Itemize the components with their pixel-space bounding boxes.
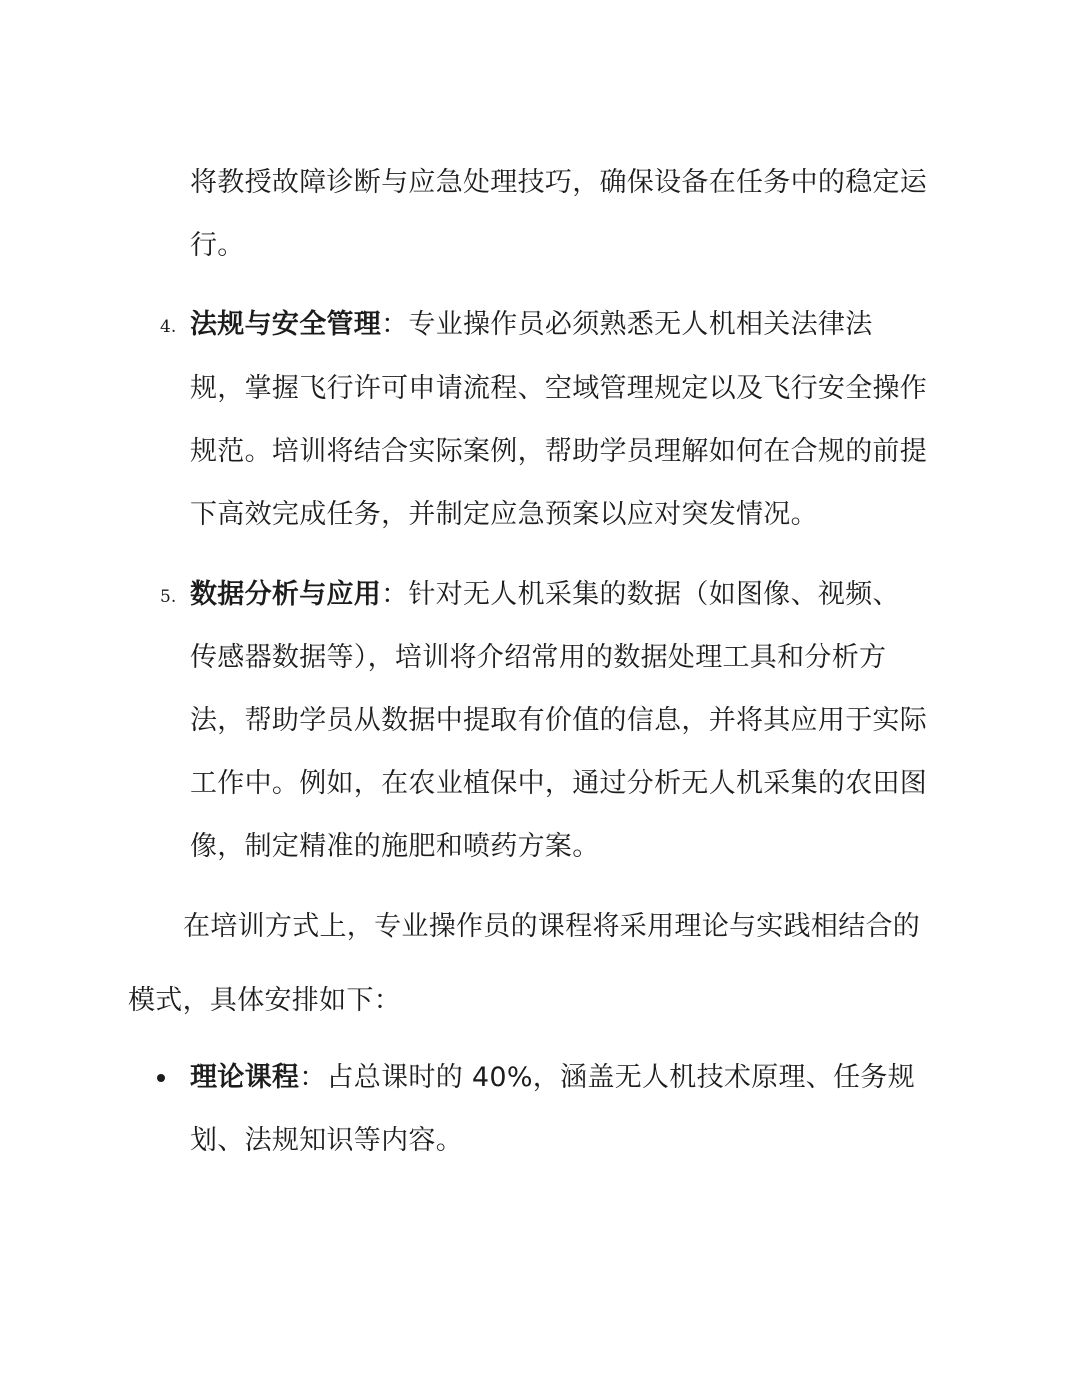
bullet-item-title: 理论课程 xyxy=(190,1062,300,1093)
list-item-4-line-4: 下高效完成任务，并制定应急预案以应对突发情况。 xyxy=(190,499,818,530)
list-item-5-title: 数据分析与应用 xyxy=(190,579,382,610)
list-item-5-text-1: ：针对无人机采集的数据（如图像、视频、 xyxy=(381,579,900,610)
list-item-5-line-1 xyxy=(190,575,900,615)
list-item-5-line-3: 法，帮助学员从数据中提取有价值的信息，并将其应用于实际 xyxy=(190,705,928,736)
list-item-4-line-2: 规，掌握飞行许可申请流程、空域管理规定以及飞行安全操作 xyxy=(190,373,928,404)
continuation-line-1: 将教授故障诊断与应急处理技巧，确保设备在任务中的稳定运 xyxy=(190,167,928,198)
list-number-5: 5. xyxy=(160,587,177,607)
list-item-4-text-1: ：专业操作员必须熟悉无人机相关法律法 xyxy=(381,309,873,340)
list-item-4-line-3: 规范。培训将结合实际案例，帮助学员理解如何在合规的前提 xyxy=(190,436,928,467)
continuation-line-2: 行。 xyxy=(190,230,245,261)
bullet-item-line-1 xyxy=(190,1058,915,1098)
bullet-item-line-2: 划、法规知识等内容。 xyxy=(190,1125,463,1156)
list-item-5-line-4: 工作中。例如，在农业植保中，通过分析无人机采集的农田图 xyxy=(190,768,928,799)
paragraph-line-1: 在培训方式上，专业操作员的课程将采用理论与实践相结合的 xyxy=(183,911,921,942)
list-number-4: 4. xyxy=(160,317,177,337)
paragraph-line-2: 模式，具体安排如下： xyxy=(128,985,401,1016)
bullet-dot xyxy=(157,1074,165,1082)
list-item-5-line-2: 传感器数据等），培训将介绍常用的数据处理工具和分析方 xyxy=(190,642,887,673)
list-item-5-line-5: 像，制定精准的施肥和喷药方案。 xyxy=(190,831,600,862)
bullet-item-text-1: ：占总课时的 40%，涵盖无人机技术原理、任务规 xyxy=(299,1062,915,1093)
list-item-4-line-1 xyxy=(190,305,873,345)
list-item-4-title: 法规与安全管理 xyxy=(190,309,382,340)
